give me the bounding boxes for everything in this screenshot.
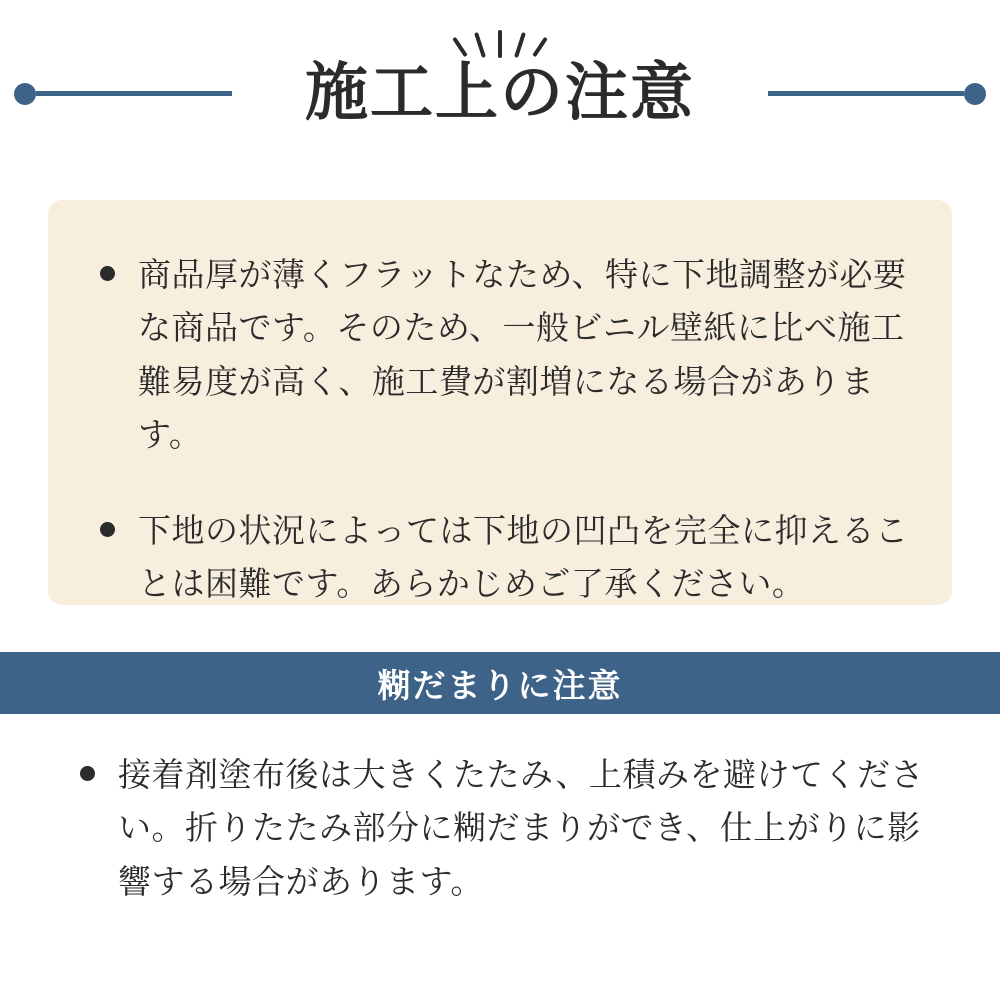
- section-body: [48, 748, 952, 908]
- rule-left: [14, 83, 232, 105]
- list-item-text: 下地の状況によっては下地の凹凸を完全に抑えることは困難です。あらかじめご了承ください。: [138, 511, 909, 603]
- bullet-dot-icon: [80, 766, 95, 781]
- page-title: 施工上の注意: [305, 58, 695, 128]
- rule-line: [768, 91, 964, 96]
- bullet-dot-icon: [100, 522, 115, 537]
- sparkle-ray: [498, 30, 502, 58]
- rule-dot-icon: [14, 83, 36, 105]
- list-item: [88, 504, 912, 611]
- section-band: [0, 652, 1000, 714]
- list-item-text: 接着剤塗布後は大きくたたみ、上積みを避けてください。折りたたみ部分に糊だまりができ、仕上がりに影響する場合があります。: [118, 756, 924, 900]
- note-card: [48, 200, 952, 605]
- rule-dot-icon: [964, 83, 986, 105]
- rule-right: [768, 83, 986, 105]
- list-item: [88, 248, 912, 462]
- list-item: [68, 748, 932, 908]
- sparkle-ray: [452, 37, 468, 57]
- sparkle-burst-icon: [0, 18, 1000, 58]
- rule-line: [36, 91, 232, 96]
- sparkle-ray: [532, 37, 548, 57]
- title-row: [0, 58, 1000, 128]
- note-bullet-list: [88, 248, 912, 611]
- section-band-title: 糊だまりに注意: [377, 666, 623, 704]
- sparkle-ray: [514, 32, 526, 58]
- section-bullet-list: [68, 748, 932, 908]
- list-item-text: 商品厚が薄くフラットなため、特に下地調整が必要な商品です。そのため、一般ビニル壁紙に比べ施工難易度が高く、施工費が割増になる場合があります。: [138, 256, 907, 454]
- sparkle-ray: [474, 32, 486, 58]
- bullet-dot-icon: [100, 266, 115, 281]
- page-header: [0, 0, 1000, 185]
